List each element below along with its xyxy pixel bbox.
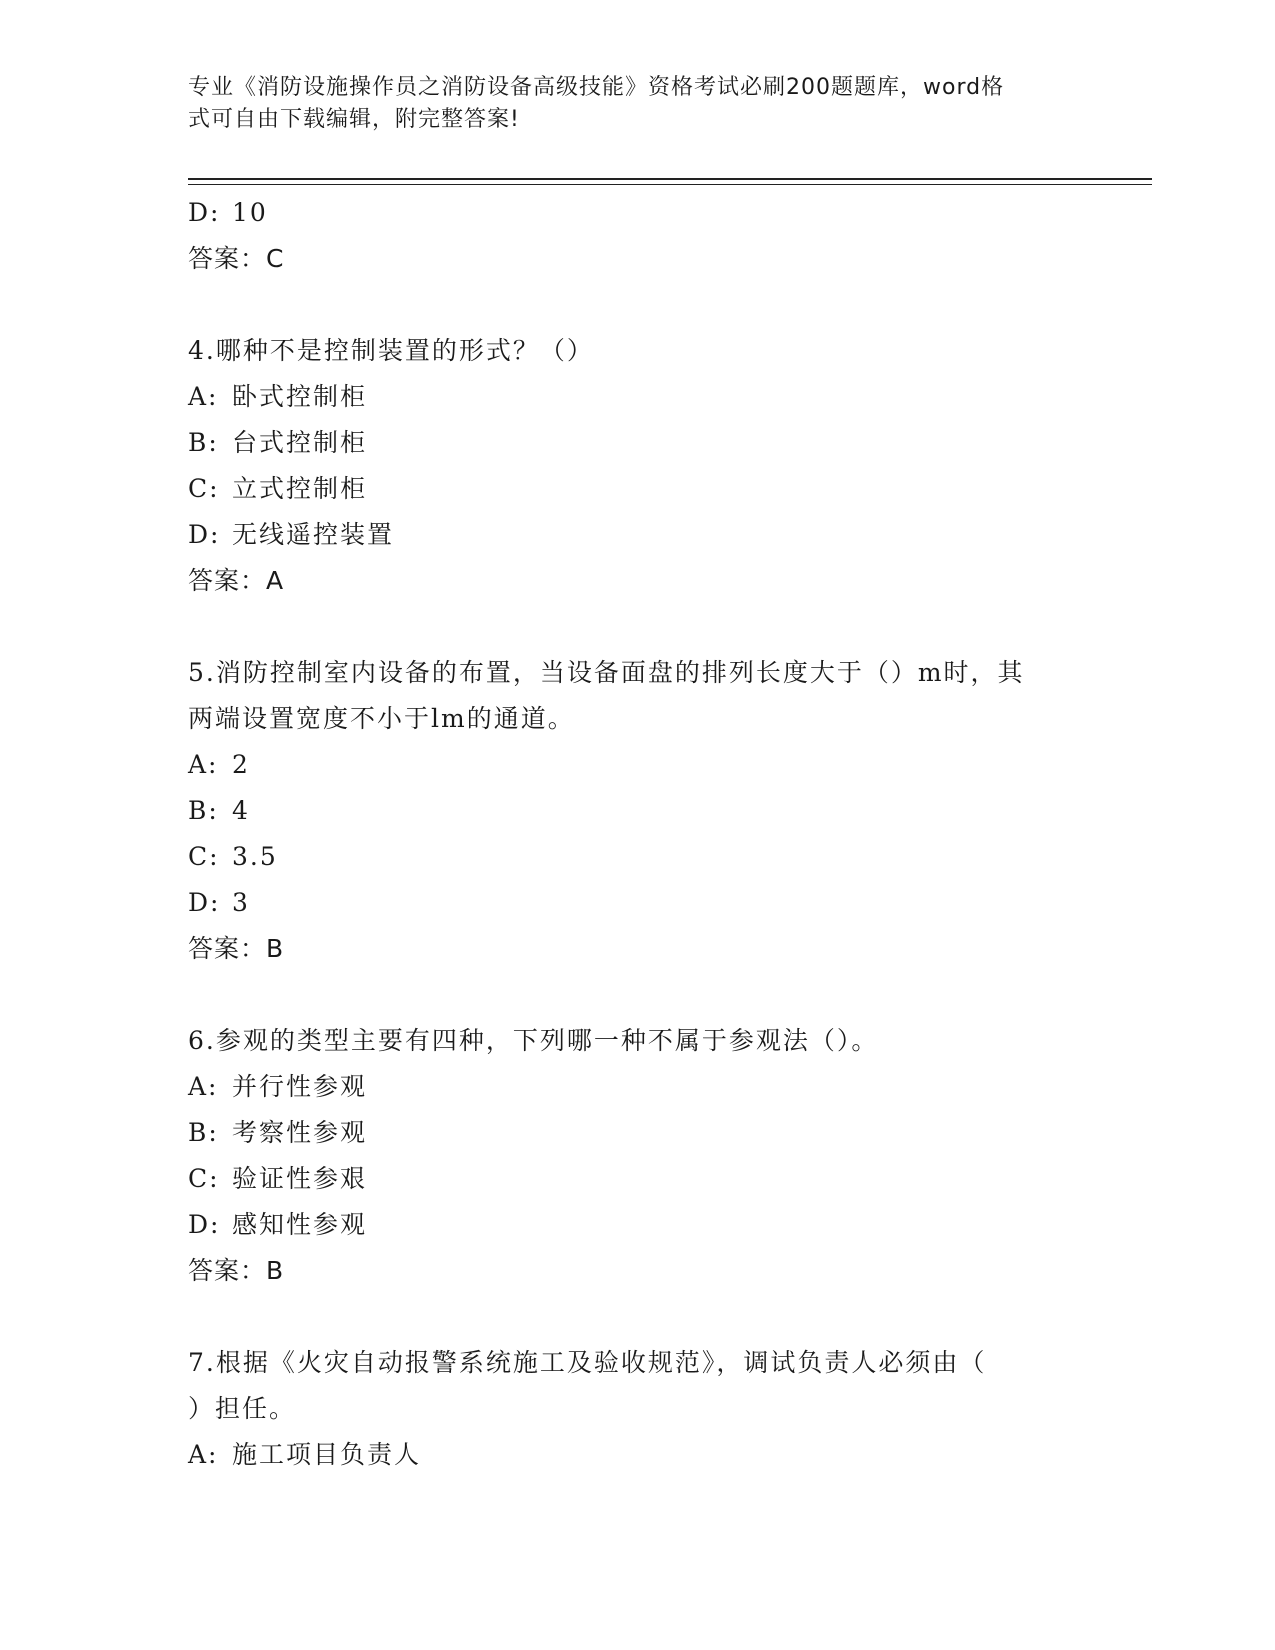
header-divider-thin	[188, 184, 1152, 185]
option-key: C:	[188, 842, 220, 871]
option-text: 3	[232, 888, 250, 917]
option-key: C:	[188, 1164, 220, 1193]
option-key: D:	[188, 888, 221, 917]
q4-question: 4.哪种不是控制装置的形式？（）	[188, 336, 594, 365]
q5-answer: 答案：B	[188, 934, 285, 963]
option-text: 2	[232, 750, 250, 779]
header-divider-thick	[188, 178, 1152, 180]
option-text: 无线遥控装置	[232, 520, 395, 549]
q5-option-c	[188, 834, 1088, 880]
option-key: A:	[188, 1072, 219, 1101]
spacer	[188, 1294, 1088, 1340]
option-text: 3.5	[232, 842, 278, 871]
option-key: A:	[188, 382, 219, 411]
q7-question-line-1: 7.根据《火灾自动报警系统施工及验收规范》，调试负责人必须由（	[188, 1348, 987, 1377]
option-key: D:	[188, 520, 221, 549]
option-key: D:	[188, 1210, 221, 1239]
question-list	[188, 190, 1088, 1478]
option-key: A:	[188, 1440, 219, 1469]
option-key: A:	[188, 750, 219, 779]
option-text: 感知性参观	[232, 1210, 368, 1239]
header-line-1: 专业《消防设施操作员之消防设备高级技能》资格考试必刷200题题库，word格	[188, 75, 1005, 100]
option-key: B:	[188, 428, 219, 457]
q4-answer: 答案：A	[188, 566, 285, 595]
q6-option-c	[188, 1156, 1088, 1202]
option-key: B:	[188, 796, 219, 825]
option-text: 4	[232, 796, 250, 825]
q5-question-line-2: 两端设置宽度不小于lm的通道。	[188, 704, 575, 733]
q4-option-a	[188, 374, 1088, 420]
option-text: 并行性参观	[232, 1072, 368, 1101]
option-text: 立式控制柜	[232, 474, 368, 503]
q5-option-d	[188, 880, 1088, 926]
q5-option-a	[188, 742, 1088, 788]
q3-answer: 答案：C	[188, 244, 285, 273]
q6-question: 6.参观的类型主要有四种，下列哪一种不属于参观法（）。	[188, 1026, 879, 1055]
option-key: D:	[188, 198, 221, 227]
spacer	[188, 972, 1088, 1018]
q4-option-c	[188, 466, 1088, 512]
q6-answer: 答案：B	[188, 1256, 285, 1285]
q5-option-b	[188, 788, 1088, 834]
q7-question-line-2: ）担任。	[188, 1394, 297, 1423]
q6-option-d	[188, 1202, 1088, 1248]
option-key: C:	[188, 474, 220, 503]
option-key: B:	[188, 1118, 219, 1147]
option-text: 施工项目负责人	[232, 1440, 422, 1469]
q3-option-d	[188, 190, 1088, 236]
spacer	[188, 282, 1088, 328]
q6-option-a	[188, 1064, 1088, 1110]
header-line-2: 式可自由下载编辑，附完整答案!	[188, 107, 520, 132]
q7-option-a	[188, 1432, 1088, 1478]
option-text: 考察性参观	[232, 1118, 368, 1147]
document-header	[188, 72, 1088, 136]
q6-option-b	[188, 1110, 1088, 1156]
option-text: 10	[232, 198, 268, 227]
spacer	[188, 604, 1088, 650]
q5-question-line-1: 5.消防控制室内设备的布置，当设备面盘的排列长度大于（）m时，其	[188, 658, 1025, 687]
option-text: 验证性参艰	[232, 1164, 368, 1193]
q4-option-b	[188, 420, 1088, 466]
q4-option-d	[188, 512, 1088, 558]
option-text: 卧式控制柜	[232, 382, 368, 411]
option-text: 台式控制柜	[232, 428, 368, 457]
